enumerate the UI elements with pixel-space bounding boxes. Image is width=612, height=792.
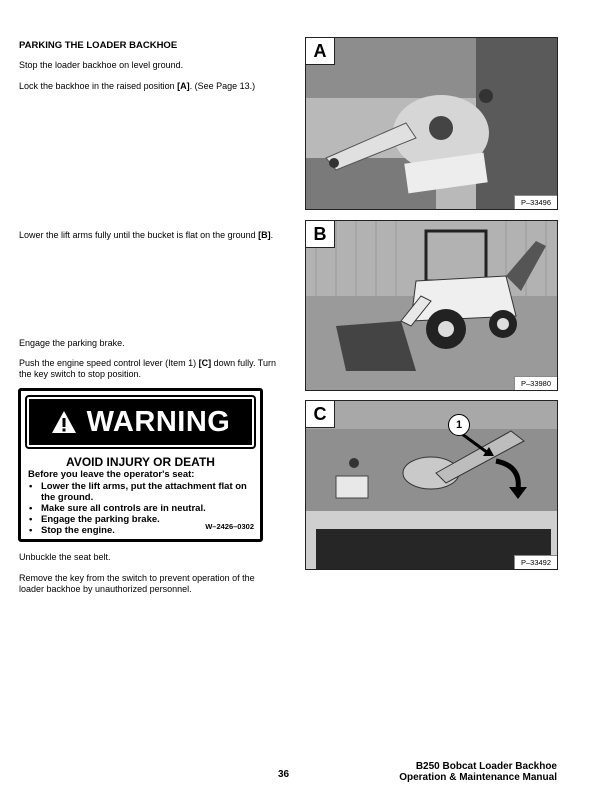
paragraph-speed-text: Push the engine speed control lever (Item 1)	[19, 358, 199, 368]
photo-c-code: P–33492	[514, 555, 557, 569]
photo-b-code: P–33980	[514, 376, 557, 390]
photo-a	[305, 37, 558, 210]
warning-box	[18, 388, 263, 542]
paragraph-speed-lever	[19, 358, 281, 380]
warning-item: • Stop the engine.	[27, 525, 255, 536]
photo-c	[305, 400, 558, 570]
manual-title-line1: B250 Bobcat Loader Backhoe	[415, 761, 557, 772]
warning-headline: AVOID INJURY OR DEATH	[66, 455, 215, 469]
photo-b-image	[306, 221, 558, 391]
warning-word: WARNING	[86, 405, 231, 438]
paragraph-lower-text-end: .	[270, 230, 274, 240]
section-title: PARKING THE LOADER BACKHOE	[19, 40, 178, 51]
photo-a-code: P–33496	[514, 195, 557, 209]
warning-item: • Engage the parking brake.	[27, 514, 255, 525]
paragraph-lower-text: Lower the lift arms fully until the bucket is flat on the ground	[19, 230, 259, 240]
figure-ref-a: [A]	[177, 81, 190, 91]
page-number: 36	[278, 769, 290, 780]
warning-banner	[27, 397, 254, 447]
paragraph-stop: Stop the loader backhoe on level ground.	[19, 60, 184, 70]
figure-ref-c: [C]	[198, 358, 212, 368]
photo-b	[305, 220, 558, 391]
photo-a-image	[306, 38, 558, 210]
photo-c-image	[306, 401, 558, 570]
photo-c-letter: C	[306, 401, 335, 428]
manual-title-line2: Operation & Maintenance Manual	[399, 772, 557, 783]
paragraph-seat-belt: Unbuckle the seat belt.	[19, 552, 111, 562]
paragraph-parking-brake: Engage the parking brake.	[19, 338, 125, 348]
photo-b-letter: B	[306, 221, 335, 248]
paragraph-remove-key: Remove the key from the switch to prevent operation of the loader backhoe by unauthorized personnel.	[19, 573, 255, 594]
photo-c-callout: 1	[448, 414, 470, 436]
warning-item: • Lower the lift arms, put the attachment flat on the ground.	[27, 481, 255, 503]
photo-a-letter: A	[306, 38, 335, 65]
paragraph-lock-backhoe	[19, 81, 279, 92]
paragraph-lock-text: Lock the backhoe in the raised position	[19, 81, 178, 91]
paragraph-lower-lift-arms	[19, 230, 277, 241]
warning-triangle-icon	[51, 410, 77, 434]
warning-subheading: Before you leave the operator's seat:	[28, 469, 195, 480]
figure-ref-b: [B]	[258, 230, 271, 240]
manual-title	[399, 761, 557, 783]
warning-code: W–2426–0302	[205, 522, 254, 531]
paragraph-lock-text-end: . (See Page 13.)	[189, 81, 256, 91]
warning-item: • Make sure all controls are in neutral.	[27, 503, 255, 514]
paragraph-speed-text-end: down fully. Turn the key switch to stop position.	[19, 358, 276, 379]
